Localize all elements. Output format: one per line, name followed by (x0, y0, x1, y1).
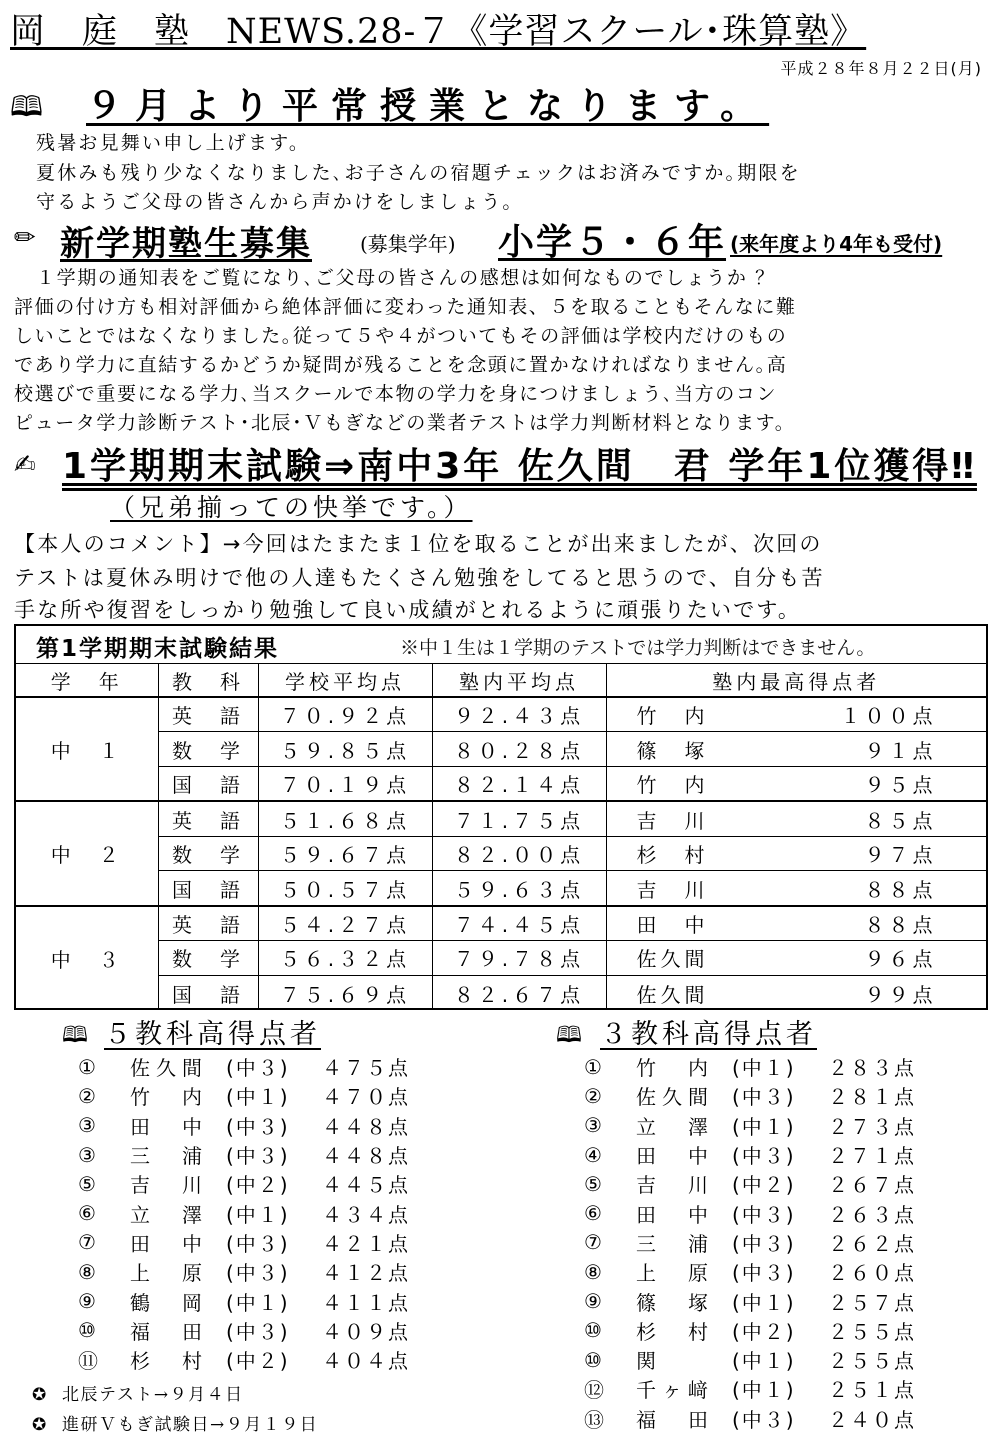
section2-line: １学期の通知表をご覧になり､ご父母の皆さんの感想は如何なものでしょうか ？ (36, 267, 776, 289)
section2-line: 評価の付け方も相対評価から絶体評価に変わった通知表、５を取ることもそんなに難 (14, 296, 797, 318)
three-subject-ranking-title: ３教科高得点者 (600, 1019, 817, 1050)
student-score: ４１１点 (322, 1290, 410, 1315)
rank-number: ⑩ (584, 1318, 604, 1343)
student-name: 上 原 (130, 1261, 208, 1286)
student-name: 田 中 (130, 1231, 208, 1256)
open-book-icon: 🕮 (62, 1023, 88, 1048)
student-score: ４２１点 (322, 1231, 410, 1256)
student-name: 杉 村 (130, 1349, 208, 1374)
three-subject-ranking-list (584, 1052, 916, 1433)
subject-cell: 数 学 (158, 941, 258, 976)
top-scorer-cell (606, 836, 986, 871)
student-score: ２８３点 (828, 1056, 916, 1081)
header-juku-avg: 塾内平均点 (432, 664, 606, 697)
student-name: 関 (636, 1349, 662, 1374)
top-scorer-name: 佐久間 (636, 947, 709, 972)
juku-avg-cell: ７１.７５点 (432, 801, 606, 836)
student-score: ２５５点 (828, 1349, 916, 1374)
grade-cell: 中 １ (16, 697, 158, 801)
student-grade: (中１) (732, 1290, 796, 1315)
list-item (78, 1140, 410, 1169)
section1-line: 残暑お見舞い申し上げます。 (36, 132, 311, 154)
student-score: ４４５点 (322, 1173, 410, 1198)
top-scorer-score: ９１点 (864, 738, 937, 763)
rank-number: ② (78, 1083, 98, 1108)
rank-number: ⑧ (584, 1259, 604, 1284)
juku-avg-cell: ５９.６３点 (432, 871, 606, 906)
rank-number: ⑦ (78, 1230, 98, 1255)
list-item (584, 1111, 916, 1140)
notice-item (32, 1410, 318, 1435)
table-row (16, 836, 986, 871)
list-item (584, 1169, 916, 1198)
student-name: 佐久間 (130, 1056, 208, 1081)
rank-number: ① (78, 1054, 98, 1079)
student-grade: (中３) (226, 1319, 290, 1344)
rank-number: ⑨ (78, 1289, 98, 1314)
top-scorer-score: １００点 (840, 704, 937, 729)
school-avg-cell: ５６.３２点 (258, 941, 432, 976)
rank-number: ④ (584, 1142, 604, 1167)
grade-cell: 中 ３ (16, 906, 158, 1010)
list-item (78, 1052, 410, 1081)
student-name: 田 中 (636, 1144, 714, 1169)
list-item (78, 1316, 410, 1345)
list-item (584, 1286, 916, 1315)
school-avg-cell: ５０.５７点 (258, 871, 432, 906)
student-name: 千ヶ﨑 (636, 1378, 714, 1403)
list-item (584, 1081, 916, 1110)
comment-line: 手な所や復習をしっかり勉強して良い成績がとれるように頑張りたいです。 (14, 598, 802, 622)
student-name: 吉 川 (130, 1173, 208, 1198)
list-item (584, 1345, 916, 1374)
student-score: ４４８点 (322, 1144, 410, 1169)
rank-number: ③ (78, 1142, 98, 1167)
list-item (78, 1198, 410, 1227)
section1-heading: ９月より平常授業となります。 (86, 86, 770, 127)
top-scorer-cell (606, 732, 986, 767)
student-grade: (中３) (732, 1231, 796, 1256)
open-book-icon: 🕮 (10, 90, 44, 123)
table-row (16, 975, 986, 1010)
rank-number: ⑧ (78, 1259, 98, 1284)
five-subject-ranking-title: ５教科高得点者 (104, 1019, 321, 1050)
rank-number: ⑩ (78, 1318, 98, 1343)
student-name: 福 田 (130, 1319, 208, 1344)
rank-number: ③ (584, 1113, 604, 1138)
student-grade: (中１) (732, 1056, 796, 1081)
open-book-icon: 🕮 (556, 1023, 582, 1048)
subject-cell: 国 語 (158, 871, 258, 906)
table-row (16, 941, 986, 976)
list-item (78, 1257, 410, 1286)
section2-line: 校選びで重要になる学力､当スクールで本物の学力を身につけましょう､当方のコン (14, 383, 778, 405)
student-grade: (中１) (226, 1290, 290, 1315)
school-avg-cell: ７５.６９点 (258, 975, 432, 1010)
student-score: ２４０点 (828, 1407, 916, 1432)
student-grade: (中３) (732, 1261, 796, 1286)
top-scorer-cell (606, 906, 986, 941)
rank-number: ⑦ (584, 1230, 604, 1255)
student-grade: (中２) (226, 1173, 290, 1198)
student-name: 杉 村 (636, 1319, 714, 1344)
list-item (584, 1404, 916, 1433)
list-item (584, 1052, 916, 1081)
recruit-note: (来年度より4年も受付) (730, 232, 943, 256)
student-score: ４０４点 (322, 1349, 410, 1374)
recruit-subtitle: (募集学年) (360, 232, 456, 256)
table-row (16, 732, 986, 767)
top-scorer-cell (606, 697, 986, 732)
student-score: ４４８点 (322, 1114, 410, 1139)
student-name: 竹 内 (636, 1056, 714, 1081)
rank-number: ⑤ (584, 1171, 604, 1196)
star-bullet-icon: ✪ (32, 1385, 48, 1405)
rank-number: ① (584, 1054, 604, 1079)
results-note: ※中１生は１学期のテストでは学力判断はできません。 (400, 637, 876, 659)
exam-results-box (14, 624, 988, 1010)
juku-avg-cell: ７９.７８点 (432, 941, 606, 976)
student-score: ２７１点 (828, 1144, 916, 1169)
notice-item (32, 1380, 244, 1405)
student-grade: (中２) (732, 1319, 796, 1344)
subject-cell: 英 語 (158, 697, 258, 732)
student-grade: (中１) (226, 1085, 290, 1110)
student-score: ４０９点 (322, 1319, 410, 1344)
header-school-avg: 学校平均点 (258, 664, 432, 697)
rank-number: ⑥ (78, 1201, 98, 1226)
student-name: 福 田 (636, 1407, 714, 1432)
section1-line: 守るようご父母の皆さんから声かけをしましょう。 (36, 191, 524, 213)
results-table (16, 664, 986, 1010)
top-scorer-cell (606, 801, 986, 836)
juku-avg-cell: ８２.１４点 (432, 767, 606, 802)
student-score: ２６２点 (828, 1231, 916, 1256)
student-name: 竹 内 (130, 1085, 208, 1110)
juku-avg-cell: ７４.４５点 (432, 906, 606, 941)
student-score: ４７０点 (322, 1085, 410, 1110)
list-item (584, 1140, 916, 1169)
rank-number: ⑪ (78, 1349, 100, 1374)
top-scorer-score: ９９点 (864, 982, 937, 1007)
student-grade: (中３) (732, 1144, 796, 1169)
student-score: ４３４点 (322, 1202, 410, 1227)
juku-avg-cell: ８０.２８点 (432, 732, 606, 767)
top-scorer-score: ９５点 (864, 773, 937, 798)
section2-line: しいことではなくなりました｡従って５や４がついてもその評価は学校内だけのもの (14, 325, 788, 347)
juku-avg-cell: ８２.００点 (432, 836, 606, 871)
student-name: 立 澤 (130, 1202, 208, 1227)
top-scorer-cell (606, 941, 986, 976)
top-scorer-cell (606, 975, 986, 1010)
student-name: 立 澤 (636, 1114, 714, 1139)
section1-line: 夏休みも残り少なくなりました､お子さんの宿題チェックはお済みですか｡期限を (36, 162, 801, 184)
school-avg-cell: ５９.８５点 (258, 732, 432, 767)
table-header-row (16, 664, 986, 697)
recruit-grade: 小学５・６年 (498, 222, 727, 263)
top-scorer-name: 吉 川 (636, 877, 709, 902)
list-item (78, 1228, 410, 1257)
student-grade: (中３) (732, 1085, 796, 1110)
student-name: 田 中 (130, 1114, 208, 1139)
student-score: ２８１点 (828, 1085, 916, 1110)
school-avg-cell: ５１.６８点 (258, 801, 432, 836)
table-row (16, 697, 986, 732)
list-item (78, 1081, 410, 1110)
subject-cell: 国 語 (158, 767, 258, 802)
rank-number: ⑥ (584, 1201, 604, 1226)
list-item (584, 1198, 916, 1227)
results-title: 第1学期期末試験結果 (36, 636, 280, 662)
list-item (78, 1345, 410, 1374)
list-item (584, 1228, 916, 1257)
rank-number: ⑬ (584, 1407, 606, 1432)
student-name: 上 原 (636, 1261, 714, 1286)
achievement-heading: 1学期期末試験⇒南中3年 佐久間 君 学年1位獲得‼ (62, 446, 977, 487)
rank-number: ⑫ (584, 1378, 606, 1403)
school-avg-cell: ７０.１９点 (258, 767, 432, 802)
top-scorer-score: ８５点 (864, 808, 937, 833)
section2-line: ピュータ学力診断テスト･北辰･Ｖもぎなどの業者テストは学力判断材料となります。 (14, 412, 796, 434)
student-score: ２５５点 (828, 1319, 916, 1344)
student-name: 三 浦 (130, 1144, 208, 1169)
student-grade: (中２) (732, 1173, 796, 1198)
list-item (584, 1374, 916, 1403)
student-grade: (中３) (226, 1114, 290, 1139)
list-item (78, 1169, 410, 1198)
subject-cell: 国 語 (158, 975, 258, 1010)
notice-text: 北辰テスト→９月４日 (62, 1385, 244, 1405)
student-name: 佐久間 (636, 1085, 714, 1110)
top-scorer-name: 吉 川 (636, 808, 709, 833)
student-grade: (中３) (226, 1144, 290, 1169)
student-name: 三 浦 (636, 1231, 714, 1256)
rank-number: ③ (78, 1113, 98, 1138)
student-name: 吉 川 (636, 1173, 714, 1198)
pencil-icon: ✏ (14, 223, 36, 253)
rank-number: ⑤ (78, 1171, 98, 1196)
subject-cell: 英 語 (158, 801, 258, 836)
student-score: ２６０点 (828, 1261, 916, 1286)
table-row (16, 871, 986, 906)
subject-cell: 数 学 (158, 836, 258, 871)
student-score: ４７５点 (322, 1056, 410, 1081)
comment-line: テストは夏休み明けで他の人達もたくさん勉強をしてると思うので、自分も苦 (14, 566, 825, 590)
star-bullet-icon: ✪ (32, 1415, 48, 1435)
rank-number: ② (584, 1083, 604, 1108)
top-scorer-name: 竹 内 (636, 704, 709, 729)
student-grade: (中１) (732, 1114, 796, 1139)
student-grade: (中３) (226, 1261, 290, 1286)
school-avg-cell: ７０.９２点 (258, 697, 432, 732)
header-subject: 教 科 (158, 664, 258, 697)
achievement-subheading: （兄弟揃っての快挙です。） (110, 493, 473, 522)
student-name: 田 中 (636, 1202, 714, 1227)
subject-cell: 英 語 (158, 906, 258, 941)
top-scorer-score: ８８点 (864, 912, 937, 937)
header-top-scorer: 塾内最高得点者 (606, 664, 986, 697)
student-grade: (中３) (226, 1231, 290, 1256)
writing-hand-icon: ✍ (14, 450, 36, 480)
student-grade: (中１) (732, 1378, 796, 1403)
list-item (584, 1316, 916, 1345)
student-grade: (中３) (732, 1407, 796, 1432)
list-item (584, 1257, 916, 1286)
top-scorer-name: 田 中 (636, 912, 709, 937)
juku-avg-cell: ９２.４３点 (432, 697, 606, 732)
student-score: ２５７点 (828, 1290, 916, 1315)
top-scorer-score: ８８点 (864, 877, 937, 902)
student-score: ２６７点 (828, 1173, 916, 1198)
top-scorer-score: ９７点 (864, 843, 937, 868)
student-grade: (中３) (226, 1056, 290, 1081)
rank-number: ⑨ (584, 1289, 604, 1314)
results-title-row (16, 626, 986, 664)
newsletter-masthead: 岡 庭 塾 NEWS.28-７《学習スクール･珠算塾》 (10, 12, 867, 52)
five-subject-ranking-list (78, 1052, 410, 1374)
top-scorer-name: 杉 村 (636, 843, 709, 868)
school-avg-cell: ５４.２７点 (258, 906, 432, 941)
student-name: 鶴 岡 (130, 1290, 208, 1315)
student-score: ２７３点 (828, 1114, 916, 1139)
subject-cell: 数 学 (158, 732, 258, 767)
issue-date: 平成２８年８月２２日(月) (780, 59, 982, 78)
top-scorer-name: 佐久間 (636, 982, 709, 1007)
student-score: ２６３点 (828, 1202, 916, 1227)
top-scorer-cell (606, 871, 986, 906)
header-grade: 学 年 (16, 664, 158, 697)
table-row (16, 801, 986, 836)
section2-line: であり学力に直結するかどうか疑問が残ることを念頭に置かなければなりません｡高 (14, 354, 788, 376)
student-score: ２５１点 (828, 1378, 916, 1403)
juku-avg-cell: ８２.６７点 (432, 975, 606, 1010)
top-scorer-cell (606, 767, 986, 802)
list-item (78, 1286, 410, 1315)
list-item (78, 1111, 410, 1140)
student-name: 篠 塚 (636, 1290, 714, 1315)
student-grade: (中１) (226, 1202, 290, 1227)
top-scorer-score: ９６点 (864, 947, 937, 972)
top-scorer-name: 篠 塚 (636, 738, 709, 763)
notice-text: 進研Ｖもぎ試験日→９月１９日 (62, 1415, 319, 1435)
recruit-title: 新学期塾生募集 (60, 224, 312, 264)
student-score: ４１２点 (322, 1261, 410, 1286)
student-grade: (中２) (226, 1349, 290, 1374)
table-row (16, 767, 986, 802)
rank-number: ⑩ (584, 1347, 604, 1372)
grade-cell: 中 ２ (16, 801, 158, 905)
school-avg-cell: ５９.６７点 (258, 836, 432, 871)
student-grade: (中１) (732, 1349, 796, 1374)
student-grade: (中３) (732, 1202, 796, 1227)
top-scorer-name: 竹 内 (636, 773, 709, 798)
table-row (16, 906, 986, 941)
comment-line: 【本人のコメント】→今回はたまたま１位を取ることが出来ましたが、次回の (14, 532, 823, 556)
